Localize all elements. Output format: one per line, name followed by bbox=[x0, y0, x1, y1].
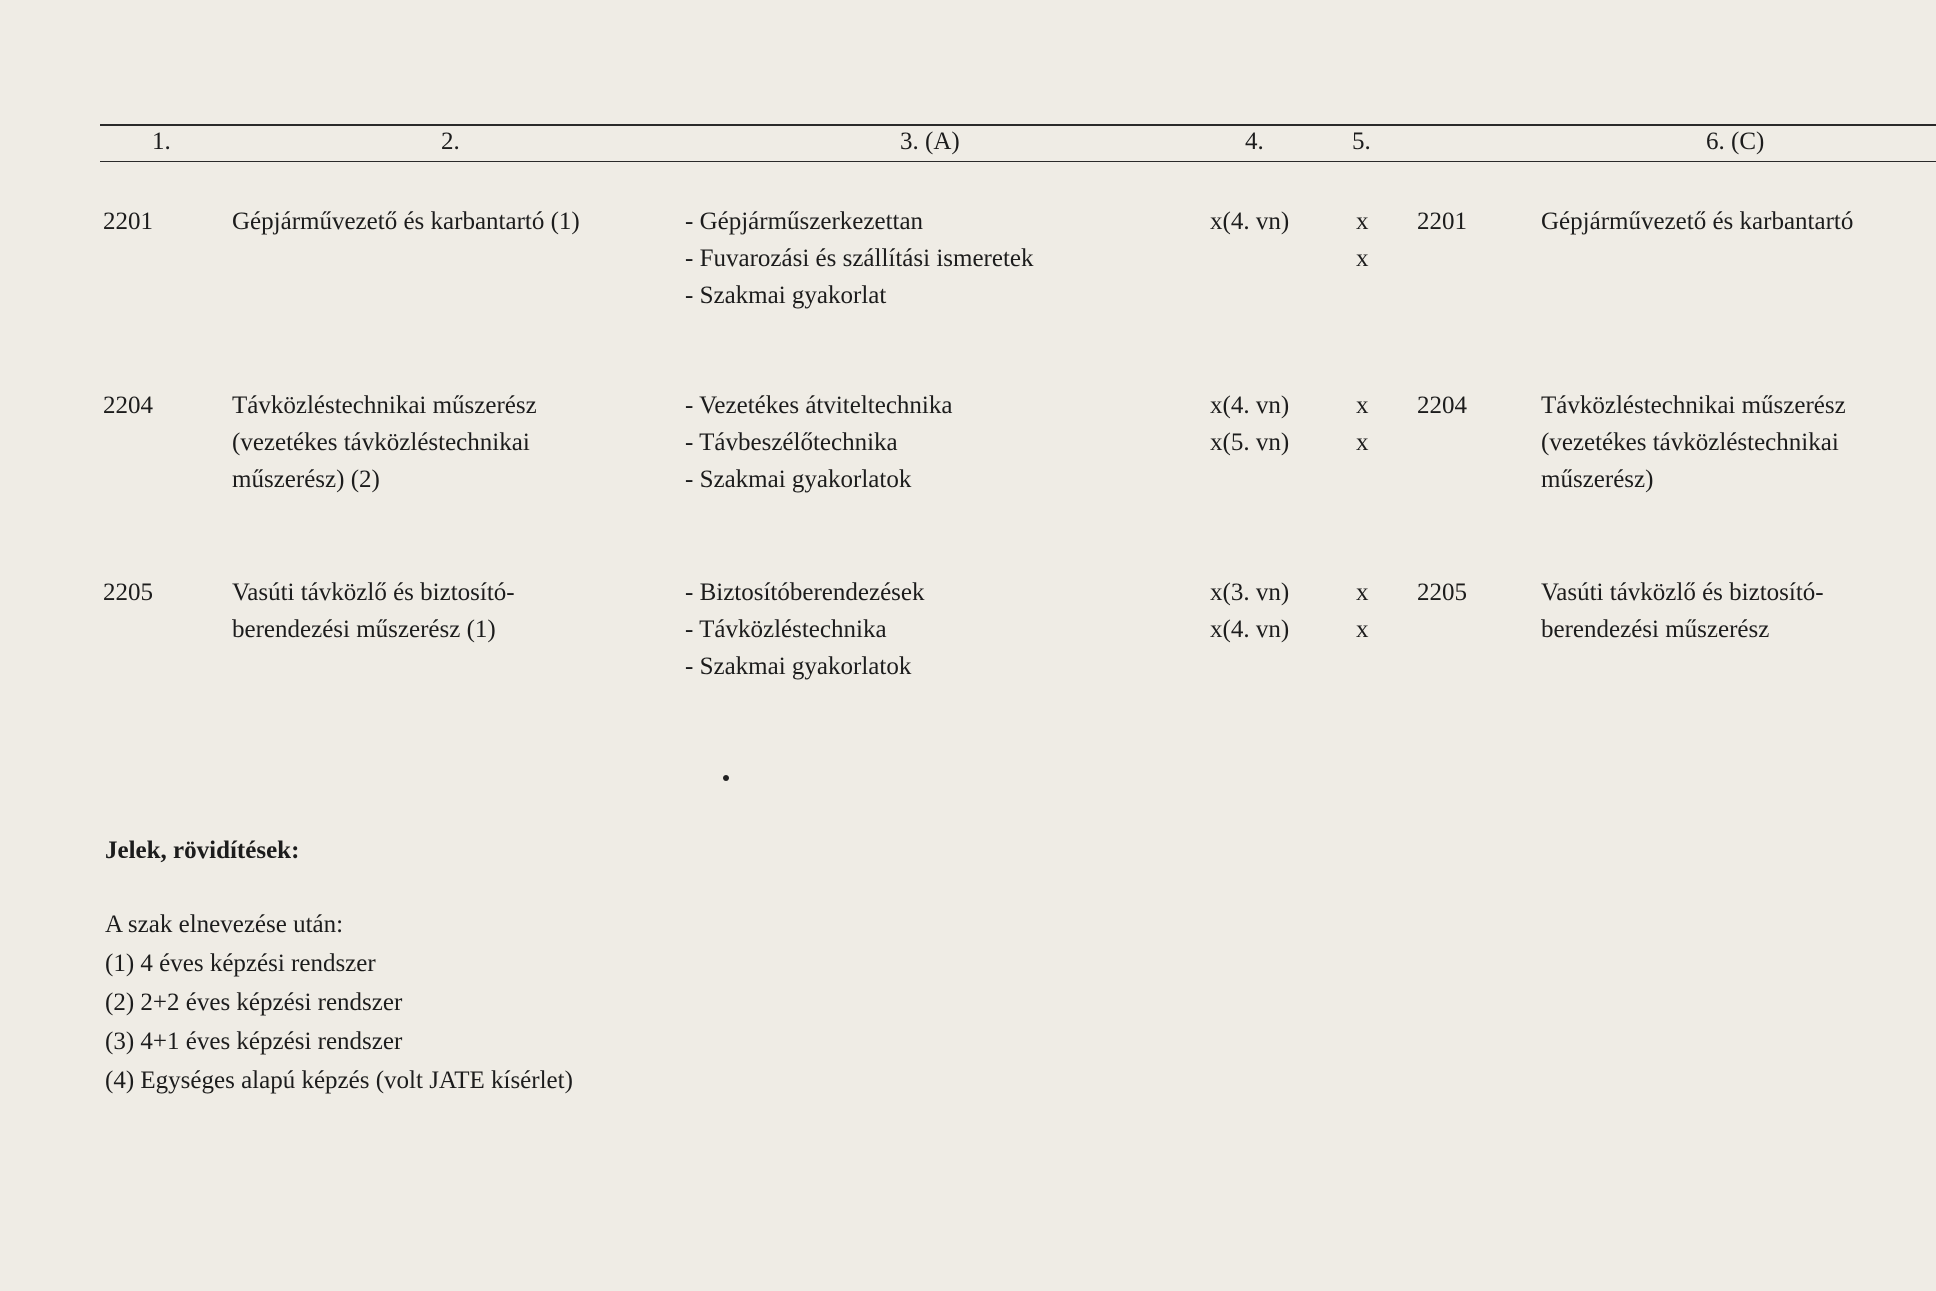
legend bbox=[105, 905, 573, 1100]
col4-mark: x(5. vn) bbox=[1210, 429, 1290, 456]
legend-line: A szak elnevezése után: bbox=[105, 911, 344, 938]
row-col4 bbox=[1210, 574, 1289, 648]
col4-mark: x(4. vn) bbox=[1210, 616, 1290, 643]
col5-mark: x bbox=[1356, 245, 1369, 272]
row-name-line: Távközléstechnikai műszerész bbox=[232, 392, 537, 419]
target-line: Távközléstechnikai műszerész bbox=[1541, 392, 1846, 419]
row-subjects bbox=[685, 203, 1034, 314]
subject-item: - Szakmai gyakorlatok bbox=[685, 653, 912, 680]
row-target bbox=[1541, 574, 1824, 648]
row-code-target: 2201 bbox=[1417, 208, 1467, 235]
header-col-4: 4. bbox=[1245, 128, 1264, 155]
legend-title: Jelek, rövidítések: bbox=[105, 837, 300, 864]
target-line: Vasúti távközlő és biztosító- bbox=[1541, 579, 1824, 606]
row-target bbox=[1541, 387, 1846, 498]
col4-mark: x(4. vn) bbox=[1210, 392, 1290, 419]
target-line: (vezetékes távközléstechnikai bbox=[1541, 429, 1839, 456]
subject-item: - Szakmai gyakorlatok bbox=[685, 466, 912, 493]
subject-item: - Távközléstechnika bbox=[685, 616, 887, 643]
legend-line: (1) 4 éves képzési rendszer bbox=[105, 950, 376, 977]
row-name bbox=[232, 203, 580, 240]
stray-dot bbox=[723, 775, 729, 781]
row-code-target: 2204 bbox=[1417, 392, 1467, 419]
col5-mark: x bbox=[1356, 208, 1369, 235]
row-name bbox=[232, 574, 515, 648]
target-line: Gépjárművezető és karbantartó bbox=[1541, 208, 1854, 235]
row-code: 2201 bbox=[103, 208, 153, 235]
subject-item: - Szakmai gyakorlat bbox=[685, 282, 887, 309]
legend-line: (3) 4+1 éves képzési rendszer bbox=[105, 1028, 403, 1055]
col4-mark: x(3. vn) bbox=[1210, 579, 1290, 606]
row-code: 2204 bbox=[103, 392, 153, 419]
row-col4 bbox=[1210, 203, 1289, 240]
row-col5 bbox=[1356, 574, 1369, 648]
header-col-6: 6. (C) bbox=[1706, 128, 1765, 155]
subject-item: - Vezetékes átviteltechnika bbox=[685, 392, 953, 419]
col5-mark: x bbox=[1356, 616, 1369, 643]
row-subjects bbox=[685, 387, 952, 498]
row-target bbox=[1541, 203, 1853, 240]
row-name-line: műszerész) (2) bbox=[232, 466, 380, 493]
row-code: 2205 bbox=[103, 579, 153, 606]
row-code-target: 2205 bbox=[1417, 579, 1467, 606]
row-subjects bbox=[685, 574, 925, 685]
target-line: berendezési műszerész bbox=[1541, 616, 1770, 643]
row-name-line: Vasúti távközlő és biztosító- bbox=[232, 579, 515, 606]
row-name bbox=[232, 387, 537, 498]
header-col-2: 2. bbox=[441, 128, 460, 155]
target-line: műszerész) bbox=[1541, 466, 1654, 493]
subject-item: - Távbeszélőtechnika bbox=[685, 429, 898, 456]
legend-line: (2) 2+2 éves képzési rendszer bbox=[105, 989, 403, 1016]
header-bottom-rule bbox=[100, 161, 1936, 162]
row-name-line: berendezési műszerész (1) bbox=[232, 616, 496, 643]
row-col4 bbox=[1210, 387, 1289, 461]
subject-item: - Biztosítóberendezések bbox=[685, 579, 925, 606]
subject-item: - Gépjárműszerkezettan bbox=[685, 208, 924, 235]
legend-line: (4) Egységes alapú képzés (volt JATE kísérlet) bbox=[105, 1067, 573, 1094]
row-col5 bbox=[1356, 387, 1369, 461]
col4-mark: x(4. vn) bbox=[1210, 208, 1290, 235]
subject-item: - Fuvarozási és szállítási ismeretek bbox=[685, 245, 1034, 272]
header-col-3: 3. (A) bbox=[900, 128, 960, 155]
table-top-rule bbox=[100, 124, 1936, 126]
row-col5 bbox=[1356, 203, 1369, 277]
header-col-5: 5. bbox=[1352, 128, 1371, 155]
col5-mark: x bbox=[1356, 579, 1369, 606]
row-name-line: (vezetékes távközléstechnikai bbox=[232, 429, 530, 456]
header-col-1: 1. bbox=[152, 128, 171, 155]
row-name-line: Gépjárművezető és karbantartó (1) bbox=[232, 208, 580, 235]
col5-mark: x bbox=[1356, 392, 1369, 419]
col5-mark: x bbox=[1356, 429, 1369, 456]
